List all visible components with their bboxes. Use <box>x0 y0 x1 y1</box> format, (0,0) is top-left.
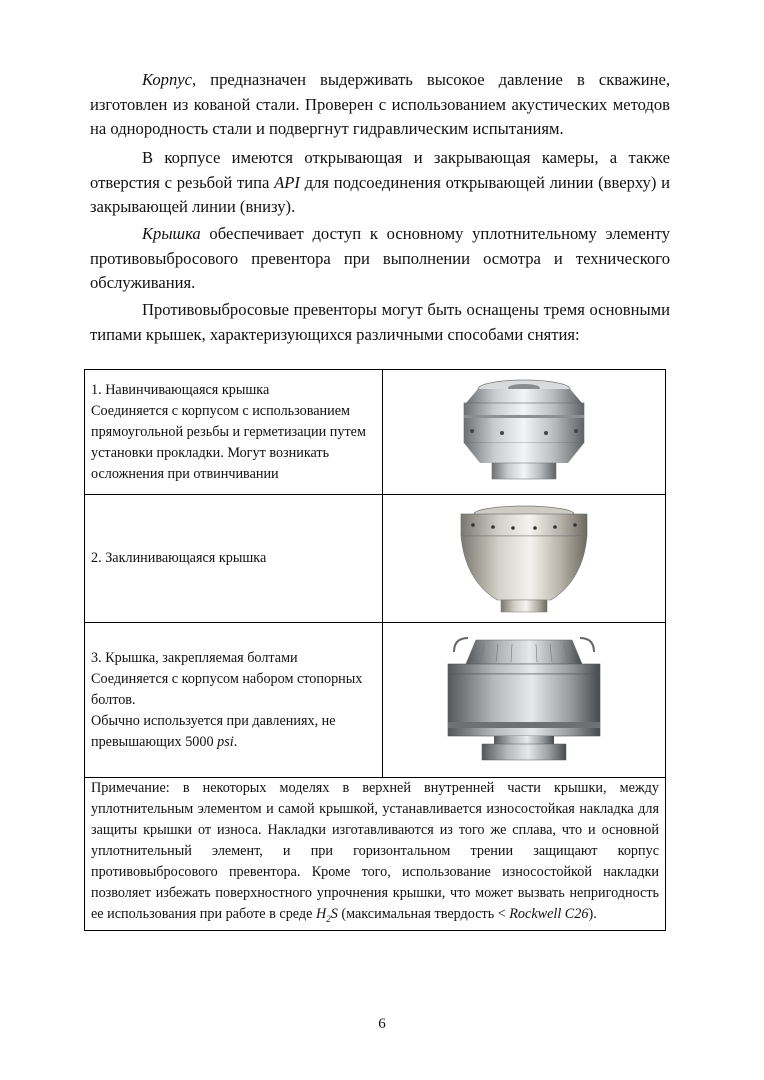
page-number: 6 <box>378 1016 386 1032</box>
table-row-note <box>85 778 666 931</box>
table-row <box>85 495 666 623</box>
formula-part: H <box>315 906 327 922</box>
table-cell-text <box>85 495 383 623</box>
cover-type-description: Соединяется с корпусом с использованием прямоугольной резьбы и герметизации путем установки прокладки. Могут возникать осложнения при отвинчивании <box>91 402 366 482</box>
table-cell-image <box>383 495 666 623</box>
table-cell-image <box>383 370 666 495</box>
unit-psi: psi <box>217 733 234 750</box>
paragraph-text: В корпусе имеются открывающая и закрывающая камеры, а также отверстия с резьбой типа <box>90 148 670 192</box>
paragraph-text: для подсоединения открывающей линии (вверху) и закрывающей линии (внизу). <box>90 172 670 216</box>
paragraph-text: Противовыбросовые превенторы могут быть оснащены тремя основными типами крышек, характеризующихся различными способами снятия: <box>90 300 670 344</box>
bolted-cover-image <box>436 632 612 768</box>
term-cover: Крышка <box>142 224 201 243</box>
description-text: . <box>233 733 238 750</box>
table-cell-text <box>85 623 383 778</box>
table-note <box>85 778 666 931</box>
paragraph-cover-types-intro <box>90 298 670 347</box>
paragraph-text: , предназначен выдерживать высокое давление в скважине, изготовлен из кованой стали. Проверен с использованием акустических методов на однородность стали и подвергнут гидравлическим испытаниям. <box>90 70 670 138</box>
formula-subscript: 2 <box>326 913 331 924</box>
formula-part: S <box>330 906 338 922</box>
paragraph-cover-description <box>90 222 670 296</box>
note-text: ). <box>588 906 597 922</box>
table-row <box>85 370 666 495</box>
formula-h2s <box>316 906 338 922</box>
screw-cover-image <box>444 375 604 489</box>
description-text: Обычно используется при давлениях, не превышающих 5000 <box>91 712 336 750</box>
paragraph-chambers <box>90 146 670 220</box>
cover-types-table <box>84 369 666 931</box>
cover-type-title: 2. Заклинивающаяся крышка <box>91 550 267 566</box>
cover-type-title: 3. Крышка, закрепляемая болтами <box>91 649 298 666</box>
cover-type-description <box>91 711 376 753</box>
table-cell-text <box>85 370 383 495</box>
table-cell-image <box>383 623 666 778</box>
cover-type-description: Соединяется с корпусом набором стопорных болтов. <box>91 670 363 708</box>
term-api: API <box>274 172 300 192</box>
wedge-cover-image <box>439 500 609 618</box>
paragraph-text: обеспечивает доступ к основному уплотнительному элементу противовыбросового превентора при выполнении осмотра и технического обслуживания. <box>90 224 670 292</box>
term-rockwell: Rockwell C26 <box>509 906 589 922</box>
note-text: (максимальная твердость < <box>337 906 510 922</box>
paragraph-body-description <box>90 68 670 142</box>
cover-type-title: 1. Навинчивающаяся крышка <box>91 381 270 398</box>
note-text: Примечание: в некоторых моделях в верхней внутренней части крышки, между уплотнительным элементом и самой крышкой, устанавливается износостойкая накладка для защиты крышки от износа. Накладки изготавливаются из того же сплава, что и основной уплотнительный элемент, и при горизонтальном трении защищают корпус противовыбросового превентора. Кроме того, использование износостойкой накладки позволяет избежать поверхностного упрочнения крышки, что может вызвать непригодность ее использования при работе в среде <box>91 780 659 922</box>
table-row <box>85 623 666 778</box>
term-body: Корпус <box>142 70 193 89</box>
